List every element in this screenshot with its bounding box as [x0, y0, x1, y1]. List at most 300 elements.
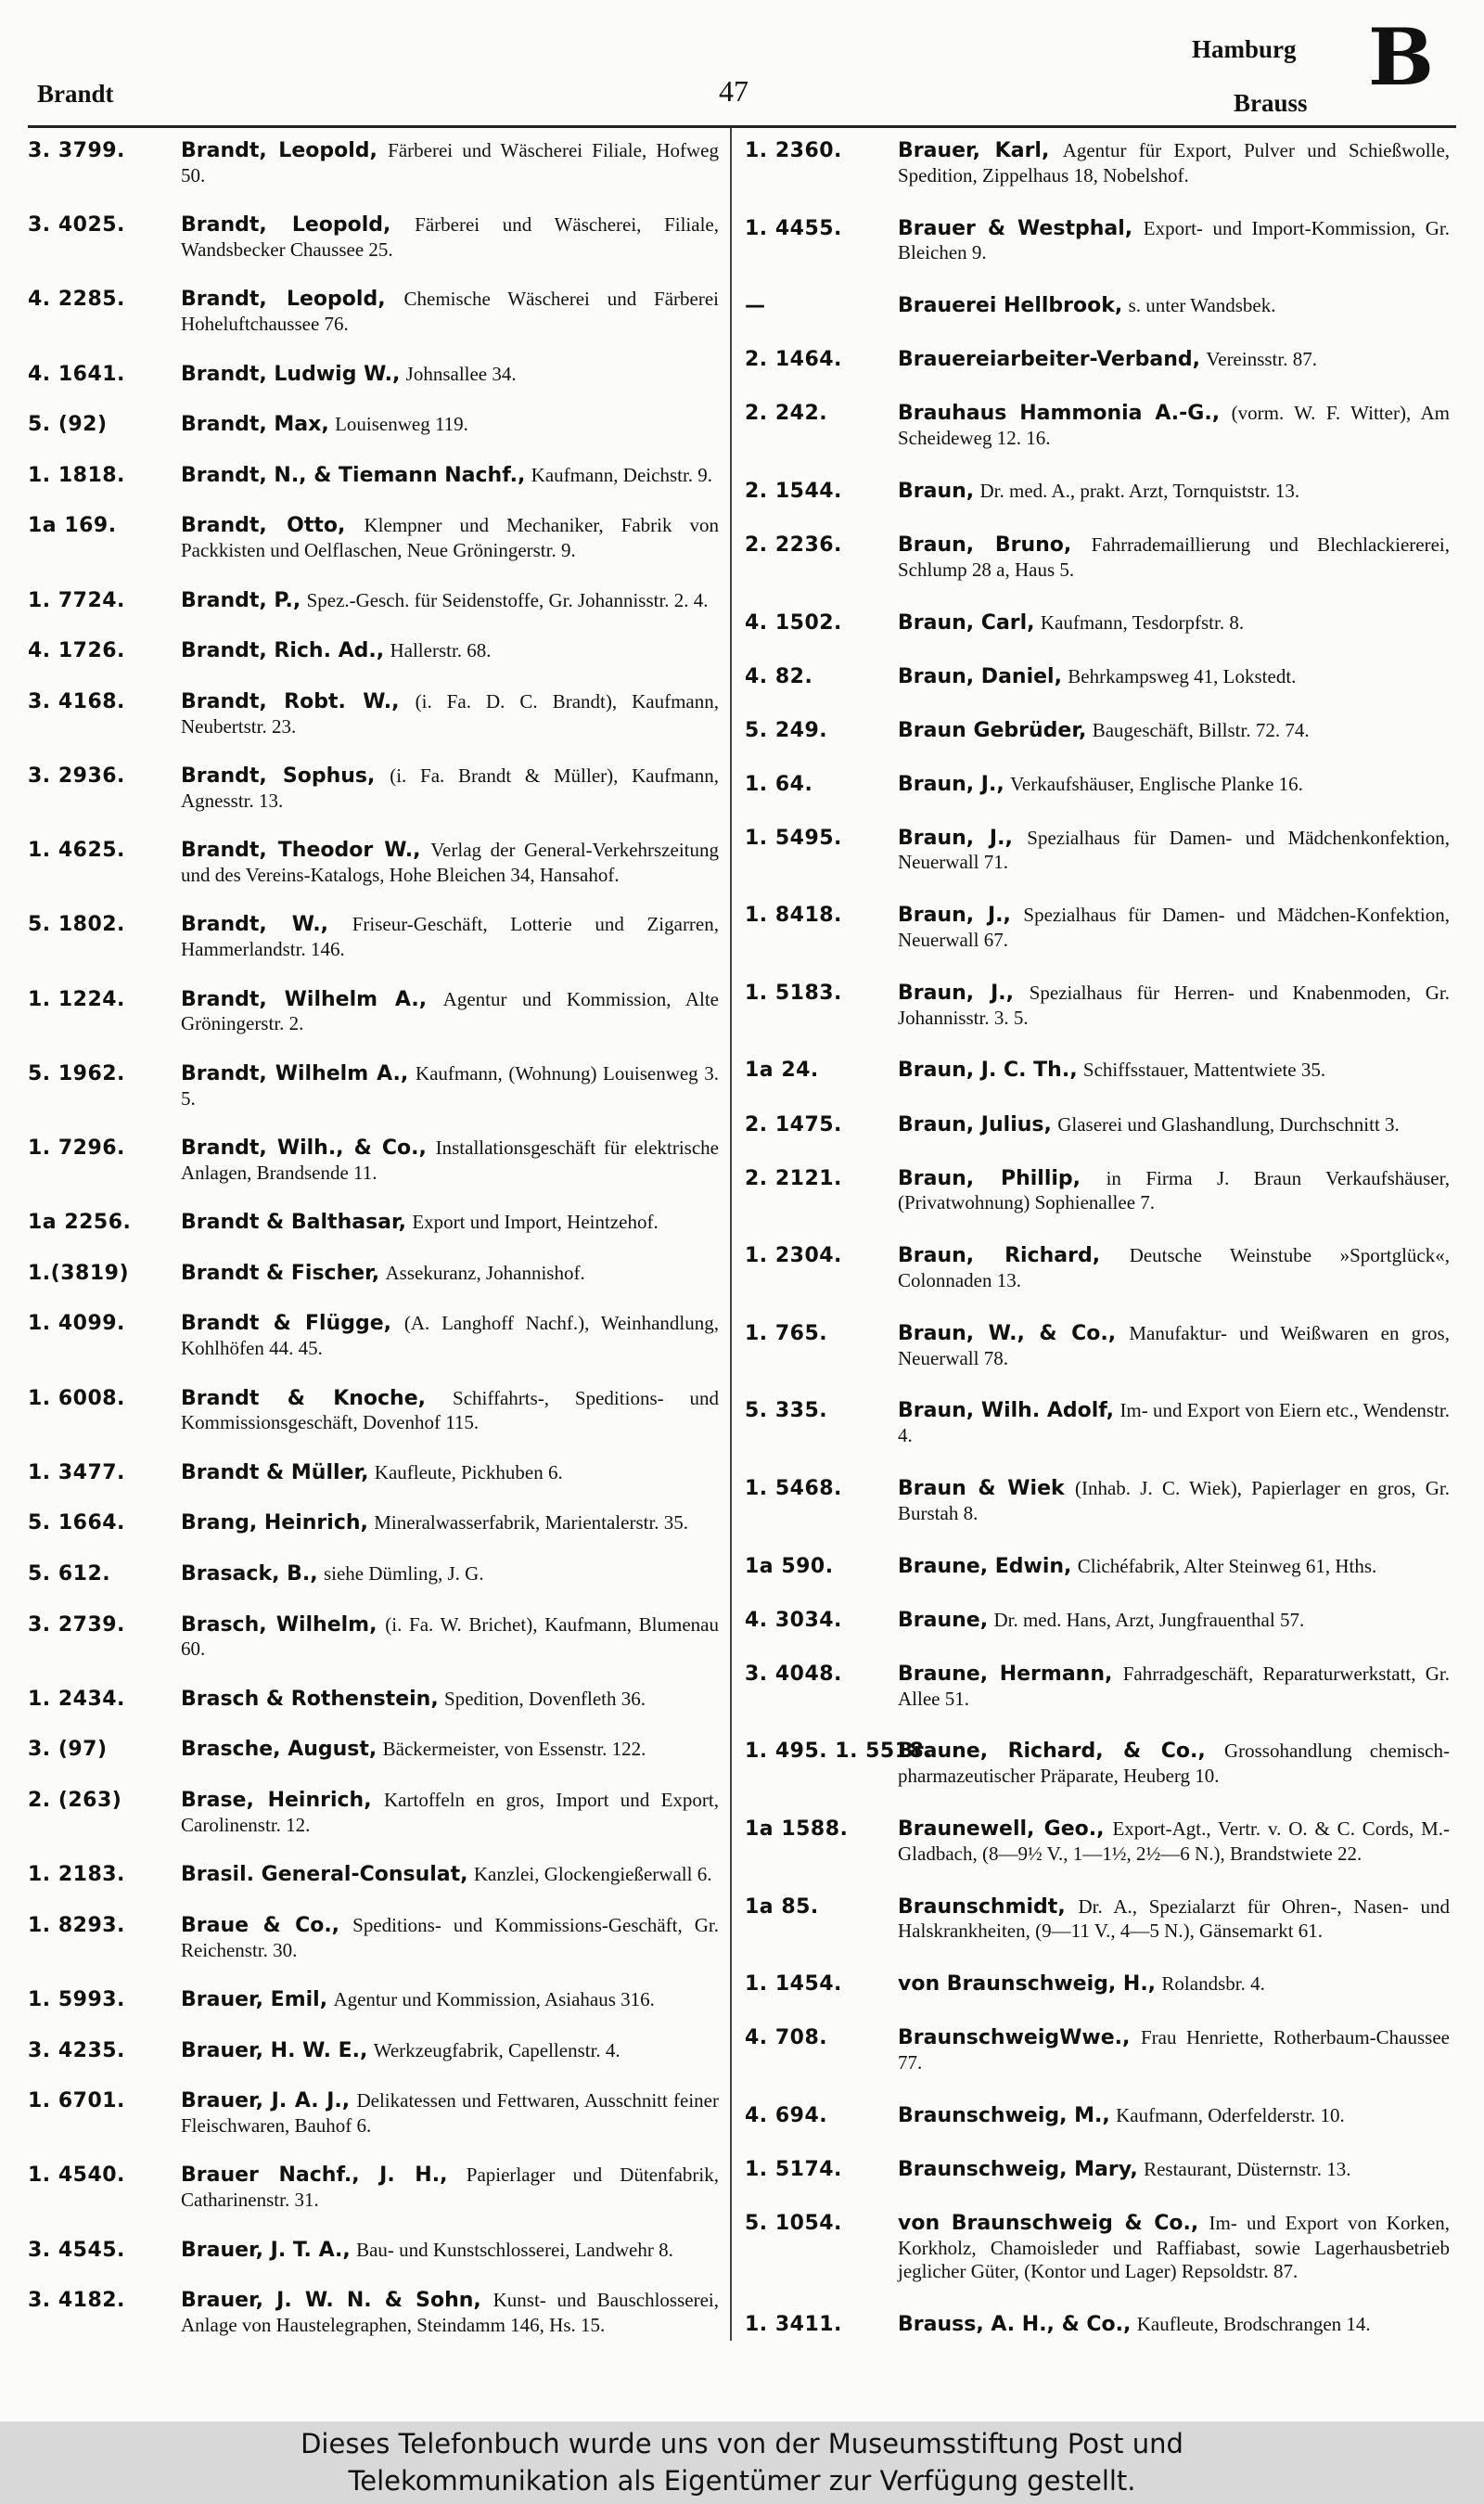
subscriber-details: (i. Fa. D. C. Brandt), Kaufmann, Neubertstr. 23. — [181, 689, 720, 738]
subscriber-details: Agentur und Kommission, Alte Gröningerstr. 2. — [181, 987, 719, 1035]
directory-entry — [745, 1244, 1450, 1292]
subscriber-name: von Braunschweig & Co., — [898, 2211, 1199, 2235]
subscriber-name: Brasch, Wilhelm, — [181, 1612, 377, 1637]
subscriber-name: Braun, — [898, 479, 975, 503]
phone-number: 1. 6701. — [28, 2089, 125, 2113]
phone-number: 5. 249. — [745, 718, 828, 742]
phone-number: 1. 3477. — [28, 1460, 125, 1484]
entry-text — [898, 1663, 1450, 1711]
phone-number: 1. 7296. — [28, 1136, 125, 1160]
subscriber-name: Braun Gebrüder, — [898, 718, 1087, 742]
phone-number: 1. 8293. — [28, 1913, 125, 1937]
subscriber-name: Brandt & Müller, — [181, 1460, 369, 1484]
phone-number: 4. 3034. — [745, 1608, 842, 1632]
footer-line-1: Dieses Telefonbuch wurde uns von der Museumsstiftung Post und — [301, 2428, 1183, 2460]
subscriber-details: Restaurant, Düsternstr. 13. — [1144, 2157, 1351, 2180]
phone-number: 5. 1664. — [28, 1511, 125, 1535]
subscriber-name: Brandt, Wilhelm A., — [181, 987, 428, 1011]
phone-number: 1. 64. — [745, 772, 813, 796]
subscriber-details: (vorm. W. F. Witter), Am Scheideweg 12. 16. — [898, 402, 1450, 450]
directory-entry — [745, 1477, 1450, 1525]
phone-number: 2. (263) — [28, 1788, 122, 1812]
subscriber-details: Friseur-Geschäft, Lotterie und Zigarren, Hammerlandstr. 146. — [181, 913, 719, 961]
entry-text — [181, 2164, 719, 2212]
phone-number: 3. 2936. — [28, 764, 125, 788]
directory-entry — [28, 589, 719, 614]
entry-text — [898, 2158, 1450, 2183]
phone-number: 4. 2285. — [28, 288, 125, 312]
entry-text — [181, 2089, 719, 2138]
directory-entry — [28, 1562, 719, 1587]
subscriber-details: Deutsche Weinstube »Sportglück«, Colonnaden 13. — [898, 1244, 1451, 1291]
entry-text — [898, 348, 1450, 373]
directory-entry — [745, 1322, 1450, 1370]
phone-number: 3. 4545. — [28, 2238, 125, 2262]
subscriber-details: Bäckermeister, von Essenstr. 122. — [382, 1738, 646, 1761]
phone-number: 2. 2121. — [745, 1166, 842, 1190]
phone-number: 2. 1475. — [745, 1112, 842, 1136]
phone-number: 2. 1464. — [745, 348, 842, 372]
subscriber-details: Dr. med. A., prakt. Arzt, Tornquiststr. 13. — [979, 479, 1300, 502]
subscriber-name: Braune, Richard, & Co., — [898, 1740, 1206, 1764]
subscriber-details: Kaufmann, Tesdorpfstr. 8. — [1040, 610, 1245, 634]
header-rule — [28, 125, 1456, 128]
subscriber-details: Kunst- und Bauschlosserei, Anlage von Haustelegraphen, Steindamm 146, Hs. 15. — [181, 2289, 719, 2336]
column-divider — [730, 128, 732, 2341]
entry-text — [181, 639, 719, 664]
subscriber-details: Grossohandlung chemisch-pharmazeutischer Präparate, Heuberg 10. — [898, 1740, 1450, 1788]
phone-number: 1a 85. — [745, 1894, 819, 1919]
directory-entry — [745, 611, 1450, 636]
subscriber-details: s. unter Wandsbek. — [1128, 294, 1276, 317]
phone-number: 5. 1962. — [28, 1061, 125, 1085]
entry-text — [181, 413, 719, 438]
subscriber-name: Brandt, Sophus, — [181, 764, 376, 788]
subscriber-details: Rolandsbr. 4. — [1161, 1972, 1265, 1996]
subscriber-details: Delikatessen und Fettwaren, Ausschnitt feiner Fleischwaren, Bauhof 6. — [181, 2089, 719, 2137]
subscriber-name: Brauer, J. A. J., — [181, 2089, 351, 2113]
subscriber-details: Export und Import, Heintzehof. — [412, 1211, 659, 1234]
phone-number: 1a 169. — [28, 514, 117, 538]
phone-number: 5. 1054. — [745, 2211, 842, 2235]
subscriber-name: Brandt, Wilhelm A., — [181, 1061, 409, 1085]
entry-text — [898, 1167, 1450, 1215]
directory-entry — [28, 839, 719, 887]
subscriber-details: Chemische Wäscherei und Färberei Hoheluftchaussee 76. — [181, 288, 720, 336]
subscriber-name: Brasch & Rothenstein, — [181, 1687, 439, 1711]
subscriber-name: Braune, Edwin, — [898, 1554, 1072, 1578]
entry-text — [898, 1895, 1450, 1944]
subscriber-name: Braun, W., & Co., — [898, 1321, 1117, 1345]
subscriber-details: Kaufmann, Deichstr. 9. — [531, 463, 713, 486]
subscriber-name: Brauer Nachf., J. H., — [181, 2164, 448, 2188]
directory-entry — [745, 904, 1450, 952]
phone-number: 3. 4025. — [28, 213, 125, 238]
entry-text — [181, 2289, 719, 2337]
phone-number: 5. 335. — [745, 1399, 828, 1423]
directory-entry — [745, 1740, 1450, 1788]
directory-entry — [28, 288, 719, 336]
subscriber-details: Verlag der General-Verkehrszeitung und des Vereins-Katalogs, Hohe Bleichen 34, Hansahof. — [181, 839, 719, 887]
entry-text — [898, 827, 1450, 875]
phone-number: 1a 1588. — [745, 1817, 849, 1841]
entry-text — [181, 363, 719, 388]
subscriber-details: Spezialhaus für Damen- und Mädchenkonfektion, Neuerwall 71. — [898, 826, 1450, 874]
subscriber-details: Kanzlei, Glockengießerwall 6. — [473, 1863, 712, 1886]
directory-entry — [745, 294, 1450, 319]
phone-number: 3. 3799. — [28, 139, 125, 162]
subscriber-name: Brauereiarbeiter-Verband, — [898, 348, 1201, 372]
subscriber-name: Braun, Julius, — [898, 1112, 1052, 1136]
phone-number: 1a 24. — [745, 1059, 819, 1083]
subscriber-details: Behrkampsweg 41, Lokstedt. — [1068, 664, 1297, 687]
subscriber-name: Braun, J. C. Th., — [898, 1059, 1078, 1083]
entry-text — [898, 533, 1450, 582]
entry-text — [898, 1113, 1450, 1138]
entry-text — [898, 773, 1450, 798]
directory-entry — [745, 1609, 1450, 1634]
subscriber-name: Braun, Carl, — [898, 610, 1035, 635]
phone-number: 3. (97) — [28, 1738, 108, 1762]
phone-number: 1. 1224. — [28, 987, 125, 1011]
subscriber-name: Brandt, Robt. W., — [181, 689, 400, 713]
directory-entry — [745, 2212, 1450, 2284]
directory-entry — [28, 363, 719, 388]
directory-entry — [745, 665, 1450, 690]
directory-entry — [745, 982, 1450, 1030]
directory-entry — [28, 1738, 719, 1763]
subscriber-name: Brasack, B., — [181, 1561, 318, 1586]
subscriber-details: Agentur für Export, Pulver und Schießwolle, Spedition, Zippelhaus 18, Nobelshof. — [898, 139, 1451, 186]
entry-text — [181, 2039, 719, 2064]
subscriber-details: Kaufmann, Oderfelderstr. 10. — [1116, 2103, 1345, 2126]
entry-text — [898, 1555, 1450, 1580]
entry-text — [181, 988, 719, 1036]
phone-number: 5. 612. — [28, 1561, 111, 1586]
phone-number: 4. 1502. — [745, 610, 842, 635]
phone-number: 1. 2434. — [28, 1687, 125, 1711]
subscriber-details: Dr. A., Spezialarzt für Ohren-, Nasen- und Halskrankheiten, (9—11 V., 4—5 N.), Gänsemarkt 61. — [898, 1894, 1451, 1943]
entry-text — [181, 913, 719, 961]
subscriber-name: Brauer, Karl, — [898, 139, 1050, 162]
directory-entry — [745, 348, 1450, 373]
phone-number: 1. 495. 1. 5518. — [745, 1740, 933, 1764]
subscriber-name: Brandt, Theodor W., — [181, 839, 421, 863]
directory-entry — [28, 1312, 719, 1360]
subscriber-details: (A. Langhoff Nachf.), Weinhandlung, Kohlhöfen 44. 45. — [181, 1312, 720, 1360]
page-number: 47 — [719, 74, 748, 108]
subscriber-name: Brauss, A. H., & Co., — [898, 2313, 1132, 2337]
subscriber-name: Brandt, Wilh., & Co., — [181, 1136, 427, 1160]
subscriber-details: Verkaufshäuser, Englische Planke 16. — [1010, 772, 1303, 795]
subscriber-details: Kaufmann, (Wohnung) Louisenweg 3. 5. — [181, 1061, 719, 1110]
phone-number: 4. 1726. — [28, 639, 125, 663]
left-keyword: Brandt — [37, 80, 114, 108]
entry-text — [898, 217, 1450, 265]
phone-number: 4. 1641. — [28, 362, 125, 386]
subscriber-details: Werkzeugfabrik, Capellenstr. 4. — [373, 2038, 620, 2061]
entry-text — [181, 1613, 719, 1662]
directory-entry — [745, 1895, 1450, 1944]
phone-number: 3. 4168. — [28, 689, 125, 713]
directory-entry — [745, 1167, 1450, 1215]
directory-entry — [28, 1136, 719, 1185]
phone-number: 4. 694. — [745, 2103, 828, 2127]
phone-number: 3. 4048. — [745, 1662, 842, 1686]
entry-text — [898, 402, 1450, 450]
subscriber-name: Braun, Bruno, — [898, 533, 1072, 557]
entry-text — [898, 2104, 1450, 2129]
directory-entry — [28, 1789, 719, 1837]
subscriber-details: Johnsallee 34. — [405, 362, 517, 385]
subscriber-name: Brase, Heinrich, — [181, 1788, 372, 1812]
subscriber-details: Export- und Import-Kommission, Gr. Bleichen 9. — [898, 216, 1450, 264]
phone-number: 1. 1454. — [745, 1972, 842, 1997]
directory-entry — [28, 2164, 719, 2212]
directory-entry — [28, 464, 719, 489]
entry-text — [181, 1863, 719, 1888]
directory-entry — [745, 773, 1450, 798]
subscriber-details: (Inhab. J. C. Wiek), Papierlager en gros, Gr. Burstah 8. — [898, 1477, 1451, 1524]
directory-entry — [28, 1613, 719, 1662]
subscriber-name: Brasil. General-Consulat, — [181, 1863, 468, 1887]
phone-number: 1a 590. — [745, 1554, 834, 1578]
entry-text — [181, 1312, 719, 1360]
subscriber-name: BraunschweigWwe., — [898, 2026, 1131, 2050]
phone-number: 5. (92) — [28, 413, 108, 437]
subscriber-name: Braue & Co., — [181, 1913, 340, 1937]
phone-number: 1. 6008. — [28, 1386, 125, 1410]
subscriber-name: Brandt, Leopold, — [181, 288, 386, 312]
entry-text — [181, 1511, 719, 1536]
entry-text — [898, 294, 1450, 319]
entry-text — [898, 665, 1450, 690]
phone-number: 1. 4099. — [28, 1312, 125, 1336]
entry-text — [898, 139, 1450, 187]
entry-text — [181, 589, 719, 614]
subscriber-name: Braunschmidt, — [898, 1894, 1066, 1919]
entry-text — [181, 288, 719, 336]
entry-text — [898, 1399, 1450, 1447]
entry-text — [898, 904, 1450, 952]
entry-text — [181, 2239, 719, 2264]
footer-banner — [0, 2421, 1484, 2504]
directory-entry — [745, 2158, 1450, 2183]
directory-entry — [28, 1688, 719, 1713]
subscriber-details: Clichéfabrik, Alter Steinweg 61, Hths. — [1077, 1554, 1377, 1577]
directory-entry — [745, 533, 1450, 582]
subscriber-name: Braunschweig, Mary, — [898, 2157, 1138, 2181]
subscriber-name: Brandt, N., & Tiemann Nachf., — [181, 463, 526, 487]
subscriber-name: Brandt, Leopold, — [181, 213, 391, 238]
subscriber-details: Hallerstr. 68. — [390, 639, 492, 662]
directory-entry — [28, 764, 719, 813]
entry-text — [181, 1211, 719, 1236]
directory-entry — [28, 1387, 719, 1435]
entry-text — [898, 1477, 1450, 1525]
subscriber-details: Vereinsstr. 87. — [1206, 348, 1317, 371]
phone-number: 5. 1802. — [28, 913, 125, 937]
subscriber-name: Braun, J., — [898, 904, 1011, 928]
subscriber-name: von Braunschweig, H., — [898, 1972, 1157, 1997]
subscriber-name: Braun, Wilh. Adolf, — [898, 1399, 1115, 1423]
subscriber-name: Brauer, J. W. N. & Sohn, — [181, 2289, 481, 2313]
entry-text — [181, 464, 719, 489]
directory-entry — [745, 1555, 1450, 1580]
subscriber-name: Brandt, Otto, — [181, 514, 346, 538]
subscriber-name: Brandt & Balthasar, — [181, 1211, 406, 1235]
entry-text — [898, 2313, 1450, 2338]
section-letter: B — [1368, 11, 1434, 103]
directory-entry — [745, 2313, 1450, 2338]
phone-number: 1. 5183. — [745, 981, 842, 1005]
entry-text — [898, 2026, 1450, 2074]
phone-number: 1. 4455. — [745, 216, 842, 240]
entry-text — [898, 1059, 1450, 1084]
entry-text — [898, 1609, 1450, 1634]
footer-line-2: Telekommunikation als Eigentümer zur Verfügung gestellt. — [348, 2464, 1136, 2497]
subscriber-name: Brandt, P., — [181, 588, 301, 612]
city-name: Hamburg — [1192, 35, 1297, 63]
phone-number: 1. 5993. — [28, 1987, 125, 2011]
subscriber-name: Brauer, J. T. A., — [181, 2238, 351, 2262]
directory-entry — [28, 1461, 719, 1486]
phone-number: 3. 4235. — [28, 2038, 125, 2062]
subscriber-details: Papierlager und Dütenfabrik, Catharinenstr. 31. — [181, 2164, 719, 2212]
phone-number: 1. 5495. — [745, 826, 842, 850]
entry-text — [181, 764, 719, 813]
directory-entry — [745, 480, 1450, 505]
entry-text — [181, 690, 719, 738]
directory-entry — [745, 1972, 1450, 1997]
subscriber-details: Installationsgeschäft für elektrische Anlagen, Brandsende 11. — [181, 1136, 719, 1184]
subscriber-details: Fahrradgeschäft, Reparaturwerkstatt, Gr. Allee 51. — [898, 1662, 1450, 1710]
subscriber-name: Braun, Richard, — [898, 1244, 1101, 1268]
subscriber-name: Braun, Phillip, — [898, 1166, 1081, 1190]
entry-text — [181, 1562, 719, 1587]
subscriber-details: Spez.-Gesch. für Seidenstoffe, Gr. Johannisstr. 2. 4. — [306, 588, 709, 611]
subscriber-details: Agentur und Kommission, Asiahaus 316. — [333, 1987, 655, 2010]
directory-entry — [28, 1863, 719, 1888]
subscriber-name: Brauerei Hellbrook, — [898, 294, 1123, 318]
phone-number: — — [745, 294, 766, 318]
subscriber-details: Louisenweg 119. — [335, 413, 468, 436]
directory-entry — [28, 1211, 719, 1236]
directory-entry — [745, 719, 1450, 744]
subscriber-details: Fahrrademaillierung und Blechlackiererei, Schlump 28 a, Haus 5. — [898, 533, 1451, 581]
subscriber-details: Dr. med. Hans, Arzt, Jungfrauenthal 57. — [993, 1608, 1305, 1631]
subscriber-name: Brandt & Fischer, — [181, 1261, 380, 1285]
subscriber-name: Brandt & Knoche, — [181, 1386, 427, 1410]
directory-entry — [28, 2089, 719, 2138]
subscriber-details: Assekuranz, Johannishof. — [385, 1261, 585, 1284]
phone-number: 1. 4540. — [28, 2164, 125, 2188]
directory-entry — [28, 1262, 719, 1287]
entry-text — [181, 839, 719, 887]
phone-number: 1. 2183. — [28, 1863, 125, 1887]
subscriber-name: Braun & Wiek — [898, 1477, 1065, 1501]
entry-text — [181, 1914, 719, 1962]
phone-number: 1. 5174. — [745, 2157, 842, 2181]
phone-number: 1. 5468. — [745, 1477, 842, 1501]
entry-text — [181, 139, 719, 187]
subscriber-name: Brauhaus Hammonia A.-G., — [898, 402, 1221, 426]
subscriber-details: Spezialhaus für Herren- und Knabenmoden, Gr. Johannisstr. 3. 5. — [898, 981, 1450, 1029]
entry-text — [181, 1789, 719, 1837]
subscriber-details: Färberei und Wäscherei, Filiale, Wandsbecker Chaussee 25. — [181, 213, 719, 262]
subscriber-details: Manufaktur- und Weißwaren en gros, Neuerwall 78. — [898, 1321, 1450, 1369]
directory-entry — [28, 1062, 719, 1111]
directory-entry — [28, 514, 719, 562]
directory-entry — [28, 2289, 719, 2337]
entry-text — [898, 1740, 1450, 1788]
directory-entry — [28, 639, 719, 664]
subscriber-name: Braun, J., — [898, 826, 1013, 850]
subscriber-name: Brauer, Emil, — [181, 1987, 328, 2011]
entry-text — [181, 1387, 719, 1435]
entry-text — [898, 1322, 1450, 1370]
subscriber-name: Brandt, Leopold, — [181, 139, 377, 162]
subscriber-details: (i. Fa. W. Brichet), Kaufmann, Blumenau 60. — [181, 1612, 719, 1661]
subscriber-details: Färberei und Wäscherei Filiale, Hofweg 50. — [181, 139, 719, 186]
directory-entry — [745, 827, 1450, 875]
phone-number: 4. 82. — [745, 664, 813, 688]
phone-number: 1. 765. — [745, 1321, 828, 1345]
subscriber-name: Braun, Daniel, — [898, 664, 1062, 688]
directory-entry — [745, 139, 1450, 187]
directory-entry — [745, 1399, 1450, 1447]
directory-entry — [28, 139, 719, 187]
phone-number: 1. 7724. — [28, 588, 125, 612]
subscriber-details: Klempner und Mechaniker, Fabrik von Packkisten und Oelflaschen, Neue Gröningerstr. 9. — [181, 514, 719, 562]
subscriber-details: Kaufleute, Pickhuben 6. — [374, 1460, 563, 1483]
entry-text — [898, 1972, 1450, 1997]
subscriber-name: Braunschweig, M., — [898, 2103, 1110, 2127]
directory-entry — [745, 1663, 1450, 1711]
subscriber-details: Kartoffeln en gros, Import und Export, Carolinenstr. 12. — [181, 1788, 720, 1836]
directory-entry — [28, 913, 719, 961]
subscriber-name: Brandt, Rich. Ad., — [181, 639, 385, 663]
directory-entry — [28, 1511, 719, 1536]
directory-entry — [28, 2239, 719, 2264]
entry-text — [181, 514, 719, 562]
subscriber-name: Brauer, H. W. E., — [181, 2038, 368, 2062]
subscriber-details: siehe Dümling, J. G. — [323, 1561, 484, 1585]
directory-entry — [745, 2026, 1450, 2074]
subscriber-details: Schiffahrts-, Speditions- und Kommissionsgeschäft, Dovenhof 115. — [181, 1386, 720, 1434]
subscriber-name: Brauer & Westphal, — [898, 216, 1133, 240]
subscriber-name: Braune, Hermann, — [898, 1662, 1113, 1686]
phone-number: 1. 3411. — [745, 2313, 842, 2337]
subscriber-details: Spedition, Dovenfleth 36. — [444, 1687, 646, 1710]
directory-entry — [745, 1113, 1450, 1138]
phone-number: 1a 2256. — [28, 1211, 132, 1235]
subscriber-details: Frau Henriette, Rotherbaum-Chaussee 77. — [898, 2026, 1450, 2074]
phone-number: 1. 4625. — [28, 839, 125, 863]
page-header — [0, 0, 1484, 139]
phone-number: 1. 1818. — [28, 463, 125, 487]
phone-number: 2. 2236. — [745, 533, 842, 557]
subscriber-details: Speditions- und Kommissions-Geschäft, Gr. Reichenstr. 30. — [181, 1913, 720, 1961]
right-keyword: Brauss — [1234, 89, 1308, 117]
entry-text — [898, 1817, 1450, 1866]
directory-entry — [28, 1988, 719, 2013]
entry-text — [181, 1136, 719, 1185]
phone-number: 3. 2739. — [28, 1612, 125, 1637]
subscriber-name: Brandt, W., — [181, 913, 328, 937]
entry-text — [898, 982, 1450, 1030]
subscriber-details: (i. Fa. Brandt & Müller), Kaufmann, Agnesstr. 13. — [181, 764, 719, 812]
